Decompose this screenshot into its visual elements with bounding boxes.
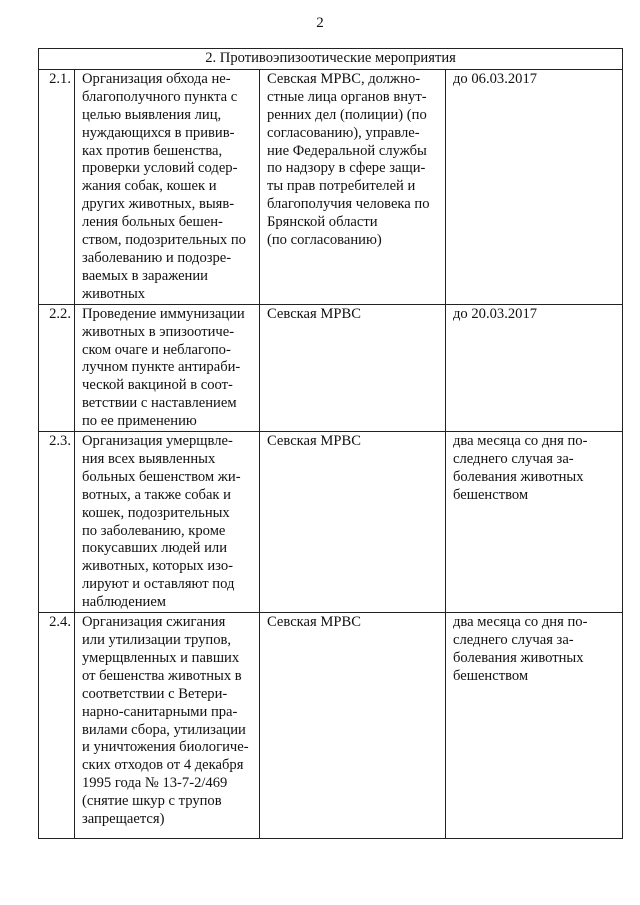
table-row: [39, 304, 623, 431]
table-row: [39, 432, 623, 613]
row-number: 2.4.: [39, 613, 75, 839]
deadline: два месяца со дня по- следнего случая за- болевания животных бешенством: [446, 613, 623, 839]
measure-description: Проведение иммунизации животных в эпизоотиче- ском очаге и неблагопо- лучном пункте антираби- ческой вакциной в соот- ветствии с наставлением по ее применению: [75, 304, 260, 431]
deadline: два месяца со дня по- следнего случая за- болевания животных бешенством: [446, 432, 623, 613]
section-title: 2. Противоэпизоотические мероприятия: [39, 49, 623, 70]
measure-description: Организация обхода не- благополучного пункта с целью выявления лиц, нуждающихся в привив- ках против бешенства, проверки условий содер- жания собак, кошек и других животных, выяв- ления больных бешен- ством, подозрительных по заболеванию и подозре- ваемых в заражении животных: [75, 69, 260, 304]
table-row: [39, 613, 623, 839]
measure-description: Организация умерщвле- ния всех выявленных больных бешенством жи- вотных, а также собак и кошек, подозрительных по заболеванию, кроме покусавших людей или животных, которых изо- лируют и оставляют под наблюдением: [75, 432, 260, 613]
responsible-party: Севская МРВС: [260, 432, 446, 613]
responsible-party: Севская МРВС, должно- стные лица органов внут- ренних дел (полиции) (по согласованию), управле- ние Федеральной службы по надзору в сфере защи- ты прав потребителей и благополучия человека по Брянской области (по согласованию): [260, 69, 446, 304]
row-number: 2.3.: [39, 432, 75, 613]
table-row: [39, 69, 623, 304]
row-number: 2.1.: [39, 69, 75, 304]
deadline: до 06.03.2017: [446, 69, 623, 304]
deadline: до 20.03.2017: [446, 304, 623, 431]
row-number: 2.2.: [39, 304, 75, 431]
responsible-party: Севская МРВС: [260, 304, 446, 431]
section-header-row: [39, 49, 623, 70]
measures-table: [38, 48, 623, 839]
measure-description: Организация сжигания или утилизации трупов, умерщвленных и павших от бешенства животных в соответствии с Ветери- нарно-санитарными пра- вилами сбора, утилизации и уничтожения биологиче- ских отходов от 4 декабря 1995 года № 13-7-2/469 (снятие шкур с трупов запрещается): [75, 613, 260, 839]
responsible-party: Севская МРВС: [260, 613, 446, 839]
page-number: 2: [316, 15, 324, 31]
